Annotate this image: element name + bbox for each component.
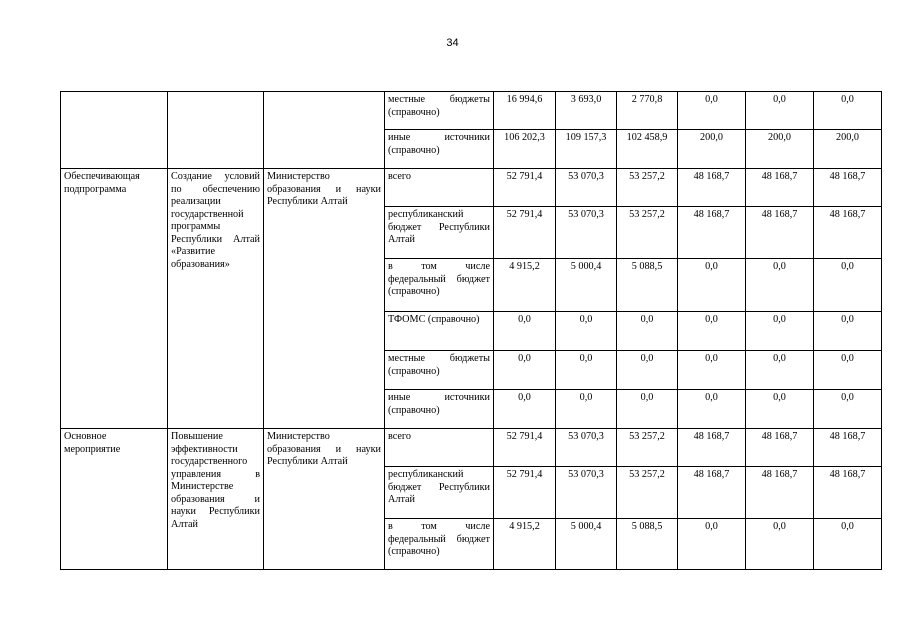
value-cell: 0,0 xyxy=(678,259,746,312)
value-cell: 53 070,3 xyxy=(556,207,617,259)
value-cell: 5 000,4 xyxy=(556,259,617,312)
value-cell: 52 791,4 xyxy=(494,467,556,519)
value-cell: 0,0 xyxy=(814,92,882,130)
value-cell: 0,0 xyxy=(814,351,882,390)
value-cell: 48 168,7 xyxy=(678,207,746,259)
value-cell: 0,0 xyxy=(678,312,746,351)
value-cell: 4 915,2 xyxy=(494,259,556,312)
value-cell: 200,0 xyxy=(678,130,746,169)
value-cell: 0,0 xyxy=(678,390,746,429)
value-cell: 0,0 xyxy=(556,312,617,351)
value-cell: 0,0 xyxy=(494,312,556,351)
funding-source: иные источники (справочно) xyxy=(385,130,494,169)
value-cell: 5 088,5 xyxy=(617,519,678,570)
table-row xyxy=(61,169,882,207)
value-cell: 0,0 xyxy=(746,351,814,390)
value-cell: 0,0 xyxy=(678,92,746,130)
value-cell: 0,0 xyxy=(494,390,556,429)
value-cell: 48 168,7 xyxy=(814,429,882,467)
value-cell: 53 070,3 xyxy=(556,169,617,207)
table-row xyxy=(61,429,882,467)
value-cell: 0,0 xyxy=(746,519,814,570)
funding-source: всего xyxy=(385,429,494,467)
value-cell: 0,0 xyxy=(814,259,882,312)
value-cell: 0,0 xyxy=(494,351,556,390)
value-cell: 0,0 xyxy=(617,351,678,390)
funding-source: иные источники (справочно) xyxy=(385,390,494,429)
value-cell: 0,0 xyxy=(746,259,814,312)
funding-source: всего xyxy=(385,169,494,207)
funding-source: в том числе федеральный бюджет (справочно) xyxy=(385,519,494,570)
value-cell: 53 070,3 xyxy=(556,429,617,467)
value-cell: 109 157,3 xyxy=(556,130,617,169)
executor-cell: Министерство образования и науки Республики Алтай xyxy=(264,169,385,429)
value-cell: 52 791,4 xyxy=(494,429,556,467)
value-cell: 48 168,7 xyxy=(746,467,814,519)
value-cell: 4 915,2 xyxy=(494,519,556,570)
value-cell: 48 168,7 xyxy=(678,169,746,207)
value-cell: 48 168,7 xyxy=(678,467,746,519)
value-cell: 53 257,2 xyxy=(617,467,678,519)
value-cell: 48 168,7 xyxy=(678,429,746,467)
empty-cell xyxy=(61,92,168,169)
value-cell: 0,0 xyxy=(617,390,678,429)
executor-cell: Министерство образования и науки Республики Алтай xyxy=(264,429,385,570)
funding-source: местные бюджеты (справочно) xyxy=(385,92,494,130)
value-cell: 53 257,2 xyxy=(617,207,678,259)
value-cell: 0,0 xyxy=(556,351,617,390)
value-cell: 0,0 xyxy=(746,312,814,351)
value-cell: 0,0 xyxy=(814,519,882,570)
program-name-cell: Создание условий по обеспечению реализации государственной программы Республики Алтай «Развитие образования» xyxy=(168,169,264,429)
program-name-cell: Повышение эффективности государственного управления в Министерстве образования и науки Республики Алтай xyxy=(168,429,264,570)
value-cell: 53 070,3 xyxy=(556,467,617,519)
funding-source: республиканский бюджет Республики Алтай xyxy=(385,207,494,259)
funding-source: в том числе федеральный бюджет (справочно) xyxy=(385,259,494,312)
value-cell: 200,0 xyxy=(814,130,882,169)
status-cell: Обеспечивающая подпрограмма xyxy=(61,169,168,429)
value-cell: 0,0 xyxy=(678,519,746,570)
budget-table xyxy=(60,91,882,570)
value-cell: 2 770,8 xyxy=(617,92,678,130)
value-cell: 0,0 xyxy=(556,390,617,429)
value-cell: 48 168,7 xyxy=(814,467,882,519)
empty-cell xyxy=(264,92,385,169)
value-cell: 0,0 xyxy=(814,312,882,351)
value-cell: 0,0 xyxy=(678,351,746,390)
value-cell: 0,0 xyxy=(746,390,814,429)
funding-source: ТФОМС (справочно) xyxy=(385,312,494,351)
status-cell: Основное мероприятие xyxy=(61,429,168,570)
value-cell: 48 168,7 xyxy=(814,207,882,259)
funding-source: местные бюджеты (справочно) xyxy=(385,351,494,390)
value-cell: 5 000,4 xyxy=(556,519,617,570)
page-number: 34 xyxy=(446,37,459,49)
value-cell: 52 791,4 xyxy=(494,169,556,207)
funding-source: республиканский бюджет Республики Алтай xyxy=(385,467,494,519)
value-cell: 0,0 xyxy=(617,312,678,351)
value-cell: 16 994,6 xyxy=(494,92,556,130)
value-cell: 53 257,2 xyxy=(617,429,678,467)
value-cell: 52 791,4 xyxy=(494,207,556,259)
value-cell: 200,0 xyxy=(746,130,814,169)
value-cell: 48 168,7 xyxy=(746,207,814,259)
value-cell: 48 168,7 xyxy=(814,169,882,207)
value-cell: 102 458,9 xyxy=(617,130,678,169)
value-cell: 48 168,7 xyxy=(746,169,814,207)
value-cell: 0,0 xyxy=(814,390,882,429)
empty-cell xyxy=(168,92,264,169)
value-cell: 106 202,3 xyxy=(494,130,556,169)
value-cell: 48 168,7 xyxy=(746,429,814,467)
value-cell: 0,0 xyxy=(746,92,814,130)
value-cell: 3 693,0 xyxy=(556,92,617,130)
table-row xyxy=(61,92,882,130)
value-cell: 5 088,5 xyxy=(617,259,678,312)
value-cell: 53 257,2 xyxy=(617,169,678,207)
